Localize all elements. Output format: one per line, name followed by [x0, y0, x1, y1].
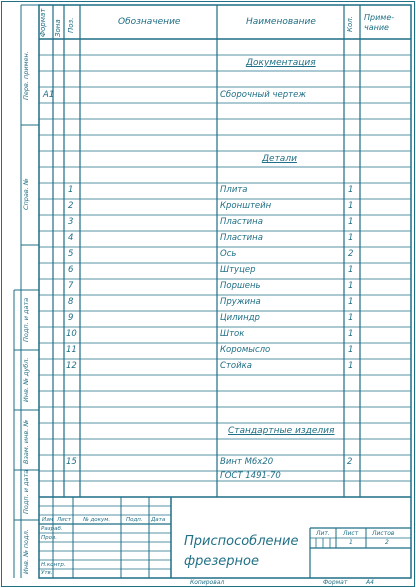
detail-name: Ось: [220, 249, 237, 259]
footer-copied: Копировал: [190, 579, 225, 586]
detail-qty: 1: [348, 313, 354, 323]
side-perv-primen: Перв. примен.: [22, 51, 30, 100]
detail-name: Пластина: [220, 217, 263, 227]
header-designation: Обозначение: [118, 17, 181, 27]
detail-qty: 1: [348, 281, 354, 291]
detail-pos: 6: [68, 265, 74, 275]
detail-qty: 1: [348, 201, 354, 211]
detail-qty: 1: [348, 265, 354, 275]
tb-listov-value: 2: [385, 539, 389, 546]
detail-pos: 3: [68, 217, 74, 227]
detail-qty: 1: [348, 345, 354, 355]
detail-name: Цилиндр: [220, 313, 260, 323]
footer-format-value: А4: [366, 579, 374, 586]
detail-pos: 4: [68, 233, 74, 243]
side-podp-data-1: Подп. и дата: [22, 297, 30, 342]
detail-pos: 9: [68, 313, 74, 323]
doc-row-name: Сборочный чертеж: [220, 90, 306, 100]
standard-name: ГОСТ 1491-70: [220, 471, 281, 481]
drawing-title-line2: фрезерное: [184, 554, 259, 569]
tb-listov-label: Листов: [372, 530, 395, 537]
detail-qty: 1: [348, 185, 354, 195]
side-vzam-inv: Взам. инв. №: [22, 419, 30, 464]
detail-name: Пластина: [220, 233, 263, 243]
tb-podp: Подп.: [126, 517, 143, 523]
detail-pos: 7: [68, 281, 74, 291]
header-pos: Поз.: [67, 17, 75, 33]
tb-prov: Пров.: [41, 535, 57, 541]
detail-pos: 5: [68, 249, 74, 259]
tb-list: Лист: [57, 517, 71, 523]
header-zone: Зона: [54, 19, 62, 37]
tb-utv: Утв.: [41, 570, 53, 576]
detail-pos: 10: [66, 329, 77, 339]
standard-qty: 2: [347, 457, 353, 467]
standard-name: Винт М6х20: [220, 457, 274, 467]
detail-qty: 1: [348, 233, 354, 243]
detail-qty: 2: [348, 249, 354, 259]
tb-data: Дата: [151, 517, 166, 523]
tb-razrab: Разраб.: [41, 526, 63, 532]
detail-qty: 1: [348, 217, 354, 227]
footer-format-label: Формат: [323, 579, 348, 586]
tb-ndoc: № докум.: [83, 517, 111, 523]
detail-pos: 12: [66, 361, 77, 371]
doc-row-format: А1: [43, 90, 55, 100]
section-details: Детали: [262, 154, 297, 164]
detail-name: Шток: [220, 329, 245, 339]
detail-pos: 2: [68, 201, 74, 211]
side-inv-dubl: Инв. № дубл.: [22, 357, 30, 402]
header-name: Наименование: [246, 17, 316, 27]
detail-name: Плита: [220, 185, 248, 195]
header-note: Приме- чание: [364, 13, 395, 33]
header-qty: Кол.: [346, 16, 354, 32]
drawing-title-line1: Приспособление: [184, 534, 299, 549]
detail-name: Пружина: [220, 297, 261, 307]
section-documentation: Документация: [246, 58, 316, 68]
standard-pos: 15: [66, 457, 77, 467]
detail-name: Кронштейн: [220, 201, 272, 211]
detail-name: Стойка: [220, 361, 252, 371]
tb-nkontr: Н.контр.: [41, 562, 66, 568]
side-inv-podl: Инв. № подл.: [22, 529, 30, 574]
detail-name: Поршень: [220, 281, 261, 291]
header-format: Формат: [39, 8, 47, 37]
detail-pos: 8: [68, 297, 74, 307]
tb-izm: Изм: [42, 517, 54, 523]
section-standard: Стандартные изделия: [228, 426, 335, 436]
tb-list-value: 1: [349, 539, 353, 546]
tb-lit-label: Лит.: [316, 530, 330, 537]
detail-qty: 1: [348, 297, 354, 307]
detail-name: Коромысло: [220, 345, 271, 355]
detail-pos: 1: [68, 185, 74, 195]
detail-qty: 1: [348, 361, 354, 371]
tb-list-label: Лист: [343, 530, 359, 537]
detail-qty: 1: [348, 329, 354, 339]
detail-name: Штуцер: [220, 265, 256, 275]
detail-pos: 11: [66, 345, 77, 355]
side-podp-data-2: Подп. и дата: [22, 469, 30, 514]
side-sprav: Справ. №: [22, 178, 30, 210]
